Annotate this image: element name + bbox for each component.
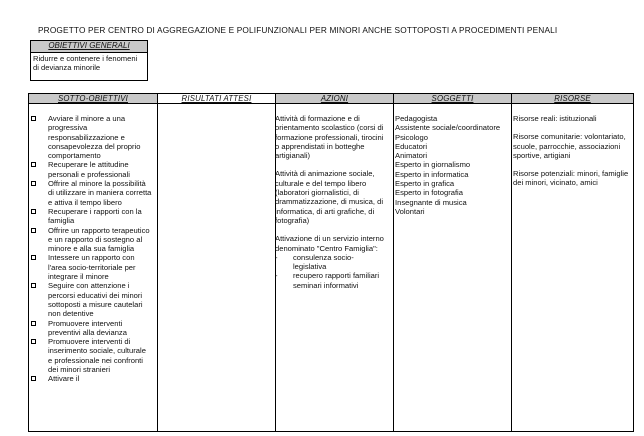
checkbox-square-icon — [31, 321, 36, 326]
list-item: Recuperare le attitudine personali e professionali — [30, 160, 152, 179]
checkbox-square-icon — [31, 283, 36, 288]
header-subjects: SOGGETTI — [394, 94, 511, 103]
sub-objectives-column — [30, 114, 152, 384]
table-header-row — [29, 94, 633, 104]
list-item: Seguire con attenzione i percorsi educativi dei minori sottoposti a misure cautelari non detentive — [30, 281, 152, 318]
action-paragraph: Attivazione di un servizio interno denominato "Centro Famiglia": — [275, 234, 384, 253]
list-item: Esperto in giornalismo — [395, 160, 471, 170]
action-dash-item: - recupero rapporti familiari seminari informativi — [275, 271, 380, 290]
list-item: Attivare il — [30, 374, 152, 383]
header-sub-objectives: SOTTO-OBIETTIVI — [29, 94, 157, 103]
checkbox-square-icon — [31, 228, 36, 233]
list-item: Animatori — [395, 151, 428, 161]
general-objectives-header: OBIETTIVI GENERALI — [31, 41, 147, 53]
checkbox-square-icon — [31, 255, 36, 260]
dash-bullet: - — [275, 252, 278, 262]
list-item: Assistente sociale/coordinatore — [395, 123, 501, 133]
list-item: Esperto in informatica — [395, 169, 469, 179]
list-item: Esperto in fotografia — [395, 188, 463, 198]
checkbox-square-icon — [31, 209, 36, 214]
checkbox-square-icon — [31, 116, 36, 121]
list-item: Esperto in grafica — [395, 179, 455, 189]
action-paragraph: Attività di animazione sociale, culturale e del tempo libero (laboratori giornalistici, di drammatizzazione, di musica, di informatica, di arti grafiche, di fotografia) — [275, 169, 384, 225]
checkbox-square-icon — [31, 376, 36, 381]
list-item: Educatori — [395, 141, 428, 151]
checkbox-square-icon — [31, 339, 36, 344]
resource-paragraph: Risorse comunitarie: volontariato, scuole, parrocchie, associazioni sportive, artigiani — [513, 132, 626, 160]
list-item: Avviare il minore a una progressiva responsabilizzazione e consapevolezza del proprio comportamento — [30, 114, 152, 160]
header-resources: RISORSE — [512, 94, 633, 103]
header-expected-results: RISULTATI ATTESI — [181, 94, 252, 103]
sub-objectives-list — [30, 114, 152, 384]
action-paragraph: Attività di formazione e di orientamento scolastico (corsi di formazione professionali, tirocini o apprendistati in botteghe artigianali) — [275, 114, 384, 161]
resource-paragraph: Risorse potenziali: minori, famiglie dei minori, vicinato, amici — [513, 169, 629, 188]
subjects-list — [395, 114, 507, 216]
page-title: PROGETTO PER CENTRO DI AGGREGAZIONE E POLIFUNZIONALI PER MINORI ANCHE SOTTOPOSTI A PROCEDIMENTI PENALI — [38, 25, 558, 35]
dash-bullet: - — [275, 271, 278, 281]
list-item: Recuperare i rapporti con la famiglia — [30, 207, 152, 226]
column-divider — [157, 94, 158, 431]
list-item: Volontari — [395, 206, 425, 216]
list-item: Offrire un rapporto terapeutico e un rapporto di sostegno al minore e alla sua famiglia — [30, 226, 152, 254]
list-item: Promuovere interventi preventivi alla devianza — [30, 319, 152, 338]
column-divider — [511, 94, 512, 431]
actions-column — [275, 114, 387, 290]
checkbox-square-icon — [31, 181, 36, 186]
list-item: Pedagogista — [395, 114, 438, 123]
project-table — [28, 93, 634, 432]
general-objectives-box — [30, 40, 148, 81]
header-actions: AZIONI — [276, 94, 393, 103]
list-item: Promuovere interventi di inserimento sociale, culturale e professionale nei confronti dei minori stranieri — [30, 337, 152, 374]
list-item: Intessere un rapporto con l'area socio-territoriale per integrare il minore — [30, 253, 152, 281]
resource-paragraph: Risorse reali: istituzionali — [513, 114, 597, 123]
list-item: Insegnante di musica — [395, 197, 467, 207]
column-divider — [393, 94, 394, 431]
action-dash-item: - consulenza socio-legislativa — [275, 252, 354, 272]
subjects-column — [395, 114, 507, 225]
list-item: Psicologo — [395, 132, 428, 142]
general-objectives-text: Ridurre e contenere i fenomeni di devianza minorile — [33, 54, 138, 72]
checkbox-square-icon — [31, 162, 36, 167]
list-item: Offrire al minore la possibilità di utilizzare in maniera corretta e attiva il tempo libero — [30, 179, 152, 207]
resources-column — [513, 114, 629, 197]
